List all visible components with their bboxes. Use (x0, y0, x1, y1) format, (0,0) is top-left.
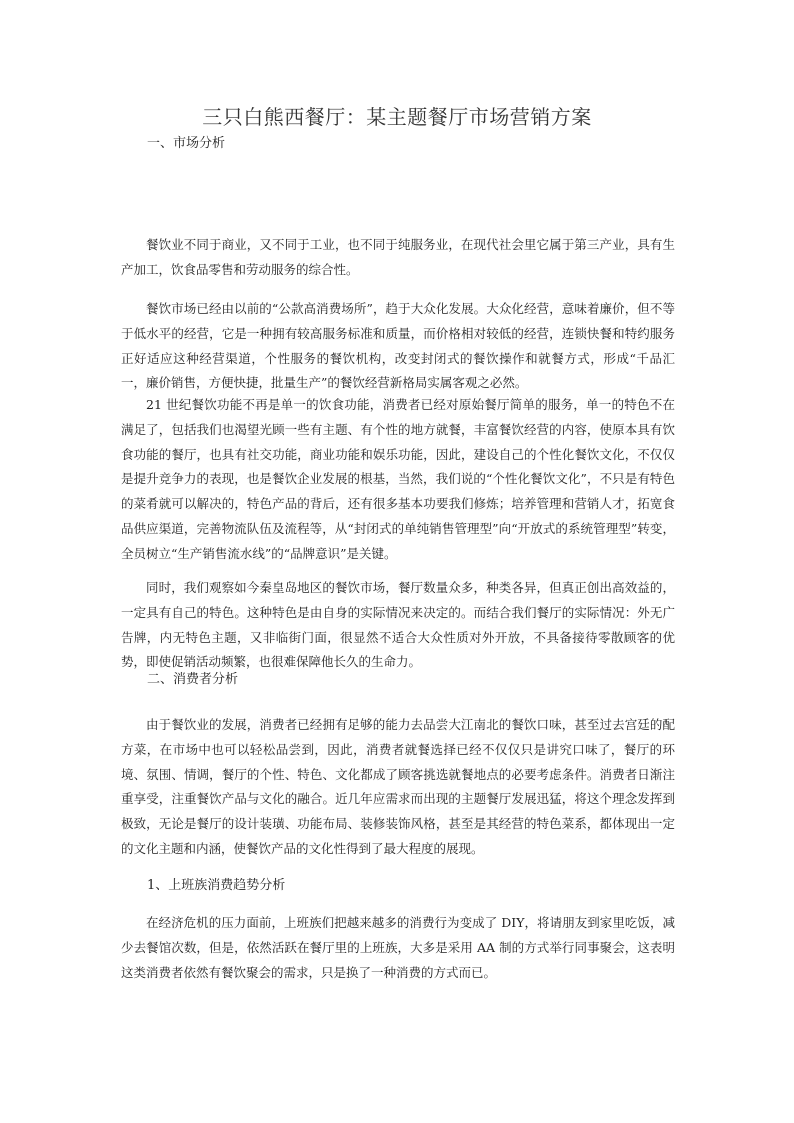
paragraph-consumer-trends: 由于餐饮业的发展，消费者已经拥有足够的能力去品尝大江南北的餐饮口味，甚至过去宫廷的配方菜，在市场中也可以轻松品尝到，因此，消费者就餐选择已经不仅仅只是讲究口味了，餐厅的环境、氛围、情调，餐厅的个性、特色、文化都成了顾客挑选就餐地点的必要考虑条件。消费者日渐注重享受，注重餐饮产品与文化的融合。近几年应需求而出现的主题餐厅发展迅猛，将这个理念发挥到极致，无论是餐厅的设计装璜、功能布局、装修装饰风格，甚至是其经营的特色菜系，都体现出一定的文化主题和内涵，使餐饮产品的文化性得到了最大程度的展现。 (121, 717, 675, 856)
paragraph-office-worker-consumption: 在经济危机的压力面前，上班族们把越来越多的消费行为变成了 DIY，将请朋友到家里吃饭，减少去餐馆次数，但是，依然活跃在餐厅里的上班族，大多是采用 AA 制的方式举行同事聚会，这表明这类消费者依然有餐饮聚会的需求，只是换了一种消费的方式而已。 (121, 915, 675, 980)
section-heading-consumer-analysis: 二、消费者分析 (147, 672, 239, 687)
paragraph-local-market-observation: 同时，我们观察如今秦皇岛地区的餐饮市场，餐厅数量众多，种类各异，但真正创出高效益的，一定具有自己的特色。这种特色是由自身的实际情况来决定的。而结合我们餐厅的实际情况：外无广告牌，内无特色主题，又非临街门面，很显然不适合大众性质对外开放，不具备接待零散顾客的优势，即使促销活动频繁，也很难保障他长久的生命力。 (121, 580, 675, 670)
paragraph-21st-century-functions: 21 世纪餐饮功能不再是单一的饮食功能，消费者已经对原始餐厅简单的服务，单一的特色不在满足了，包括我们也渴望光顾一些有主题、有个性的地方就餐，丰富餐饮经营的内容，使原本具有饮食功能的餐厅，也具有社交功能，商业功能和娱乐功能，因此，建设自己的个性化餐饮文化，不仅仅是提升竞争力的表现，也是餐饮企业发展的根基，当然，我们说的“个性化餐饮文化”，不只是有特色的菜肴就可以解决的，特色产品的背后，还有很多基本功要我们修炼；培养管理和营销人才，拓宽食品供应渠道，完善物流队伍及流程等，从“封闭式的单纯销售管理型”向“开放式的系统管理型”转变，全员树立“生产销售流水线”的“品牌意识”是关键。 (121, 397, 675, 561)
paragraph-market-popularization: 餐饮市场已经由以前的“公款高消费场所”，趋于大众化发展。大众化经营，意味着廉价，但不等于低水平的经营，它是一种拥有较高服务标准和质量，而价格相对较低的经营，连锁快餐和特约服务正好适应这种经营渠道，个性服务的餐饮机构，改变封闭式的餐饮操作和就餐方式，形成“千品汇一，廉价销售，方便快捷，批量生产”的餐饮经营新格局实属客观之必然。 (121, 301, 675, 391)
section-heading-market-analysis: 一、市场分析 (147, 136, 226, 151)
subsection-heading-office-workers: 1、上班族消费趋势分析 (147, 878, 286, 893)
document-title: 三只白熊西餐厅：某主题餐厅市场营销方案 (202, 105, 592, 129)
paragraph-industry-nature: 餐饮业不同于商业，又不同于工业，也不同于纯服务业，在现代社会里它属于第三产业，具有生产加工，饮食品零售和劳动服务的综合性。 (121, 237, 675, 277)
